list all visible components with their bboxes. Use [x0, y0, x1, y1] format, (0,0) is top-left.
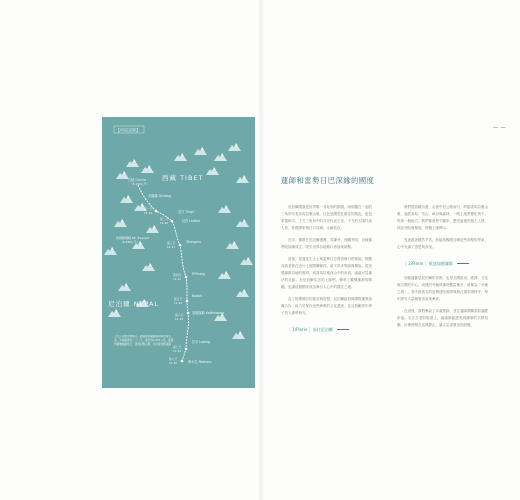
day-label: 第六天	[175, 313, 184, 317]
place-top-left: 古絨 Gurula	[128, 178, 147, 182]
day-label: 第二天	[160, 217, 169, 221]
subhead-text: ［ 2/Pinrin ］抵達加德滿都	[403, 261, 453, 266]
place-kathmandu: 加德滿都 Kathmandu	[192, 311, 225, 315]
day-date: 11.26	[169, 361, 178, 365]
map-footnote: 【註】若無外來標示，路線與西藏路線同時同樣長度，外來路線為二十二天，總計約1,005公里，經過西藏雅魯藏布江、喜馬拉雅山脈、尼泊爾加德滿都	[114, 335, 174, 346]
day-label: 第八天	[169, 357, 178, 361]
place-lhatse: 拉孜 Lhatse	[182, 219, 201, 223]
day-date: 11.23	[174, 301, 183, 305]
place-tingri: 定日 Tingri	[178, 210, 195, 214]
place-top-left-elev: （5,190公尺）	[130, 182, 150, 186]
paragraph: 我們從西藏出發，沿著中尼公路南行，跨越喜馬拉雅山脈，途經高原、雪山、峽谷與森林，一路上風景變化萬千。每到一個地方，我們都會停下腳步，感受當地的風土人情，拜訪寺院與聖地，聆聽上師開示。	[397, 205, 488, 230]
section-subhead	[403, 260, 488, 267]
subhead-text: ［ 1/Pinrin ］前往尼泊爾	[287, 327, 333, 332]
region-tibet: 西藏 TIBET	[162, 174, 204, 182]
day-date: 11.19	[144, 211, 153, 215]
article-title: 蓮師和雷勢日巴深緣的國度	[281, 176, 375, 185]
paragraph: 為了推廣佛法的慈悲與智慧，尼泊爾政府與國際佛教組織合作，致力於保存這些珍貴的文化遺產，並且鼓勵青年學子投入佛學研究。	[281, 297, 372, 315]
day-label: 第五天	[174, 297, 183, 301]
paragraph: 長途跋涉雖然辛苦，但能夠親眼目睹這些神聖的景象，心中充滿了感恩與喜悅。	[397, 238, 488, 249]
place-laping: 拉平 Laping	[192, 340, 211, 344]
paragraph: 這裡，是蓮花生大士與雷勢日巴尊者修行的聖地。無數成就者曾在這片土地閉關修持，留下許多聖跡與傳說。從加德滿都谷地的佛塔，到喜馬拉雅深山中的岩洞，處處可見佛法的足跡。在尼泊爾弘法的上師們，傳承了藏傳佛教的精髓，也讓這個國家成為修行人心中的嚮往之地。	[281, 257, 372, 289]
section-subhead	[287, 326, 372, 333]
place-pinang: P.Pinang	[192, 272, 206, 276]
region-nepal: 尼泊爾 NEPAL	[108, 300, 160, 308]
day-date: 11.21	[167, 245, 176, 249]
day-date: 11.24	[175, 317, 184, 321]
paragraph: 近年，佛教在尼泊爾復興，雪謙寺、西藏寺院、各種佛學院陸續成立，吸引世界各地修行者前來朝聖。	[281, 238, 372, 249]
day-label: 第七天	[173, 345, 182, 349]
day-date: 11.20	[160, 221, 169, 225]
place-kodari: Kodari	[192, 294, 203, 298]
paragraph: 加德滿都是尼泊爾的首都，也是全國政治、經濟、文化與宗教的中心。這裡的寺廟與佛塔數量眾多，被稱為「寺廟之城」。其中最著名的是博達哈佛塔與斯瓦揚布納特寺，每年吸引大量朝聖者前來參拜。	[397, 276, 488, 301]
route-map	[102, 117, 255, 388]
text-column-right	[397, 204, 488, 334]
place-pokhara: 博卡拉 Pokhara	[188, 360, 212, 364]
day-date: 11.25	[173, 349, 182, 353]
map-tag: 【中尼交界】	[116, 127, 140, 133]
paragraph: 在這裡，我們參訪了多處聖跡，並在蓮師閉關洞前誦經祈福。走在古老的街道上，處處都能感受到濃厚的宗教氛圍，彷彿時間在這裡靜止，讓人忘卻塵世的紛擾。	[397, 309, 488, 327]
page-folio: — —	[493, 125, 507, 131]
subhead-rule	[337, 329, 349, 330]
day-label: 第三天	[167, 241, 176, 245]
day-label: 第一天	[144, 207, 153, 211]
paragraph: 尼泊爾國旗是世界唯一非矩形的國旗，兩個疊在一起的三角形代表喜馬拉雅山脈，紅色是國花杜鵑花的顏色，藍色象徵和平。上方三角形中的月亮代表王室，下方的太陽代表人民，象徵國家與日月同壽，永續長存。	[281, 205, 372, 230]
text-column-left	[281, 204, 372, 341]
place-everest-elev: （8,848公尺）	[120, 240, 140, 244]
place-gyirong: 吉隆鎮 Gyirong	[148, 194, 172, 198]
day-label: 第四天	[173, 273, 182, 277]
place-nyalam: Zhangmu	[186, 240, 202, 244]
subhead-rule	[457, 263, 469, 264]
book-gutter	[258, 0, 264, 500]
day-date: 11.22	[173, 277, 182, 281]
place-everest: 珠穆朗瑪峰 Mt. Everest	[116, 236, 149, 240]
